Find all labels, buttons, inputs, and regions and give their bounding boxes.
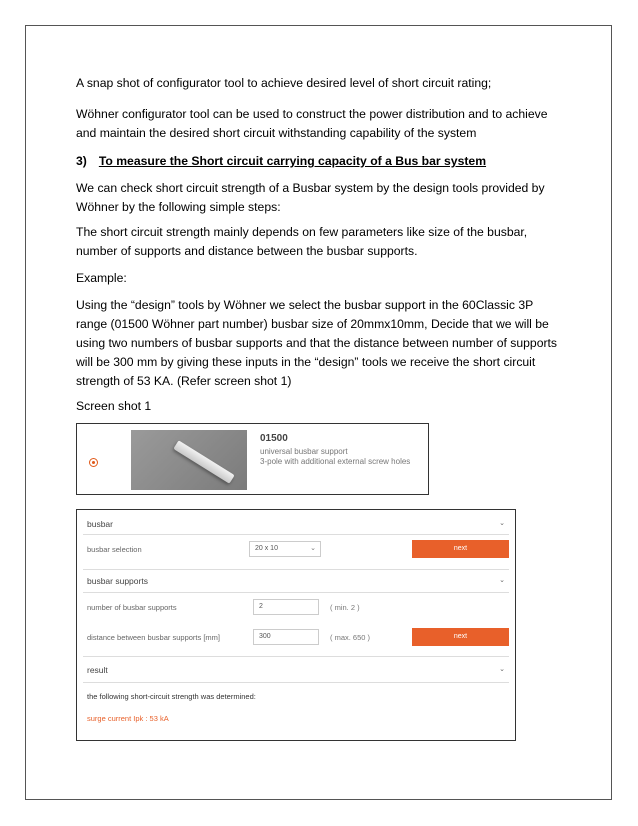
chevron-down-icon[interactable]: ⌄: [499, 520, 505, 527]
section-heading: [76, 152, 566, 171]
product-description: [260, 447, 410, 467]
configurator-panel: [76, 509, 516, 741]
number-of-supports-input[interactable]: 2: [253, 599, 319, 615]
busbar-section-header[interactable]: busbar: [87, 519, 113, 529]
divider: [83, 592, 509, 593]
divider: [83, 569, 509, 570]
distance-label: distance between busbar supports [mm]: [87, 633, 220, 642]
chevron-down-icon: ⌄: [310, 545, 316, 552]
result-section-header[interactable]: result: [87, 665, 108, 675]
busbar-selection-value: 20 x 10: [255, 545, 278, 552]
screenshot-label: Screen shot 1: [76, 399, 152, 413]
distance-hint: ( max. 650 ): [330, 633, 371, 642]
result-text: the following short-circuit strength was determined:: [87, 692, 256, 701]
example-paragraph: Using the “design” tools by Wöhner we select the busbar support in the 60Classic 3P range (01500 Wöhner part number) busbar size of 20mmx10mm, Decide that we will be using two numbers of busbar supports and that the distance between number of supports will be 300 mm by giving these inputs in the “design” tools we receive the short circuit strength of 53 KA. (Refer screen shot 1): [76, 298, 558, 388]
distance-input[interactable]: 300: [253, 629, 319, 645]
number-of-supports-hint: ( min. 2 ): [330, 603, 360, 612]
check-paragraph: We can check short circuit strength of a Busbar system by the design tools provided by Wöhner by the following simple steps:: [76, 181, 545, 214]
divider: [83, 656, 509, 657]
product-code: 01500: [260, 433, 288, 444]
divider: [83, 682, 509, 683]
chevron-down-icon[interactable]: ⌄: [499, 577, 505, 584]
next-button[interactable]: next: [412, 628, 509, 646]
next-button[interactable]: next: [412, 540, 509, 558]
busbar-support-image: [173, 440, 234, 483]
chevron-down-icon[interactable]: ⌄: [499, 666, 505, 673]
result-value: surge current Ipk : 53 kA: [87, 714, 169, 723]
section-title: To measure the Short circuit carrying capacity of a Bus bar system: [98, 154, 487, 168]
product-radio-button[interactable]: [89, 458, 98, 467]
product-card: [76, 423, 429, 495]
example-label: Example:: [76, 271, 127, 285]
tool-description-paragraph: Wöhner configurator tool can be used to construct the power distribution and to achieve and maintain the desired short circuit withstanding capability of the system: [76, 107, 548, 140]
busbar-selection-label: busbar selection: [87, 545, 142, 554]
depends-paragraph: The short circuit strength mainly depends on few parameters like size of the busbar, number of supports and distance between the busbar supports.: [76, 225, 528, 258]
number-of-supports-label: number of busbar supports: [87, 603, 177, 612]
section-number: 3): [76, 154, 87, 168]
product-desc-line1: universal busbar support: [260, 447, 348, 456]
intro-paragraph: A snap shot of configurator tool to achieve desired level of short circuit rating;: [76, 76, 492, 90]
busbar-support-photo: [131, 430, 247, 490]
busbar-supports-section-header[interactable]: busbar supports: [87, 576, 148, 586]
divider: [83, 534, 509, 535]
product-desc-line2: 3-pole with additional external screw holes: [260, 457, 411, 466]
busbar-selection-dropdown[interactable]: [249, 541, 321, 557]
